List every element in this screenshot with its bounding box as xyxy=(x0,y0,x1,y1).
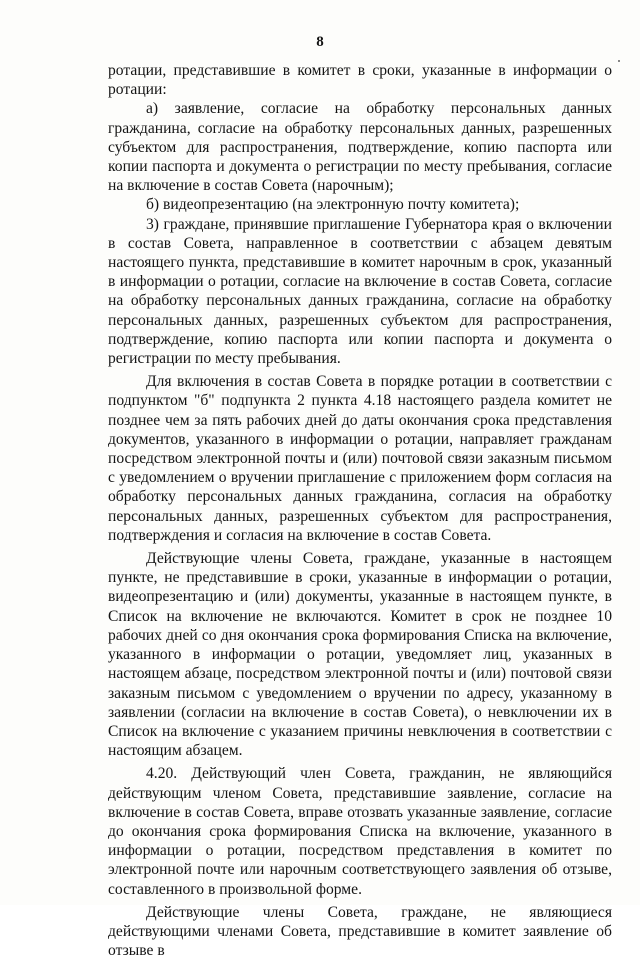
paragraph-item-b: б) видеопрезентацию (на электронную почту комитета); xyxy=(146,196,520,214)
paragraph-rotation-intro: ротации, представившие в комитет в сроки, указанные в информации о ротации: xyxy=(108,62,612,99)
paragraph-withdrawal: Действующие члены Совета, граждане, не являющиеся действующими членами Совета, представившие в комитет заявление об отзыве в xyxy=(108,903,612,960)
paragraph-item-a: а) заявление, согласие на обработку персональных данных гражданина, согласие на обработку персональных данных, разрешенных субъектом для распространения, подтверждение, копию паспорта или копии паспорта и документа о регистрации по месту пребывания, согласие на включение в состав Совета (нарочным); xyxy=(108,100,612,195)
scan-speck xyxy=(618,60,620,62)
paragraph-item-3: 3) граждане, принявшие приглашение Губернатора края о включении в состав Совета, направленное в соответствии с абзацем девятым настоящего пункта, представившие в комитет нарочным в срок, указанный в информации о ротации, согласие на включение в состав Совета, согласие на обработку персональных данных гражданина, согласие на обработку персональных данных, разрешенных субъектом для распространения, подтверждение, копию паспорта или копии паспорта и документа о регистрации по месту пребывания. xyxy=(108,215,612,368)
paragraph-section-4-20: 4.20. Действующий член Совета, гражданин, не являющийся действующим членом Совета, представившие заявление, согласие на включение в состав Совета, вправе отозвать указанные заявление, согласие до окончания срока формирования Списка на включение, указанного в информации о ротации, посредством представления в комитет по электронной почте или нарочным соответствующего заявления об отзыве, составленного в произвольной форме. xyxy=(108,765,612,898)
paragraph-invitation: Для включения в состав Совета в порядке ротации в соответствии с подпунктом "б" подпункта 2 пункта 4.18 настоящего раздела комитет не позднее чем за пять рабочих дней до даты окончания срока представления документов, указанного в информации о ротации, направляет гражданам посредством электронной почты и (или) почтовой связи заказным письмом с уведомлением о вручении приглашение с приложением форм согласия на обработку персональных данных гражданина, согласия на обработку персональных данных, разрешенных субъектом для распространения, подтверждения и согласия на включение в состав Совета. xyxy=(108,373,612,544)
paragraph-exclusion: Действующие члены Совета, граждане, указанные в настоящем пункте, не представившие в сроки, указанные в информации о ротации, видеопрезентацию и (или) документы, указанные в настоящем пункте, в Список на включение не включаются. Комитет в срок не позднее 10 рабочих дней со дня окончания срока формирования Списка на включение, указанного в информации о ротации, уведомляет лиц, указанных в настоящем абзаце, посредством электронной почты и (или) почтовой связи заказным письмом с уведомлением о вручении по адресу, указанному в заявлении (согласии на включение в состав Совета), о невключении их в Список на включение с указанием причины невключения в соответствии с настоящим абзацем. xyxy=(108,550,612,760)
page-number: 8 xyxy=(316,34,324,50)
document-body xyxy=(108,61,612,960)
